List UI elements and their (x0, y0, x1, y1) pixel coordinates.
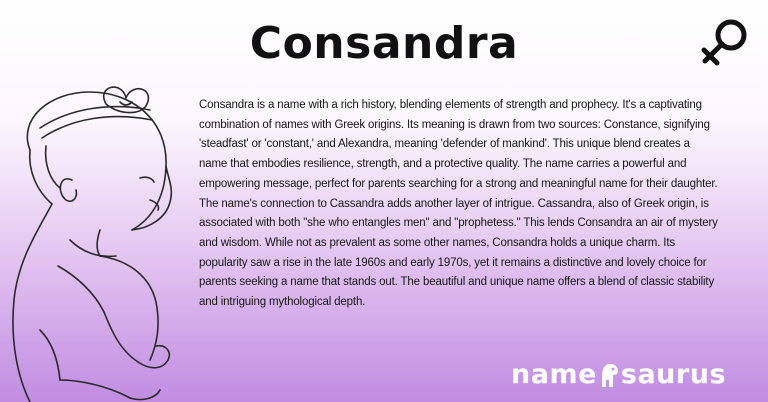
name-description: Consandra is a name with a rich history, blending elements of strength and prophecy. It's a captivating combination of names with Greek origins. Its meaning is drawn from two sources: Constance, signifying 'steadfast' or 'constant,' and Alexandra, meaning 'defender of mankind'. This unique blend creates a name that embodies resilience, strength, and a protective quality. The name carries a powerful and empowering message, perfect for parents searching for a strong and meaningful name for their daughter. The name's connection to Cassandra adds another layer of intrigue. Cassandra, also of Greek origin, is associated with both "she who entangles men" and "prophetess." This lends Consandra an air of mystery and wisdom. While not as prevalent as some other names, Consandra holds a unique charm. Its popularity saw a rise in the late 1960s and early 1970s, yet it remains a distinctive and lovely choice for parents seeking a name that stands out. The beautiful and unique name offers a blend of classic stability and intriguing mythological depth. (199, 99, 718, 309)
page-title: Consandra (249, 18, 519, 69)
logo-text-name: name (511, 358, 597, 390)
dinosaur-icon (598, 360, 620, 388)
namesaurus-logo[interactable] (511, 356, 741, 392)
baby-illustration (0, 80, 205, 402)
female-symbol-icon (700, 16, 752, 74)
logo-text-saurus: saurus (620, 358, 727, 390)
